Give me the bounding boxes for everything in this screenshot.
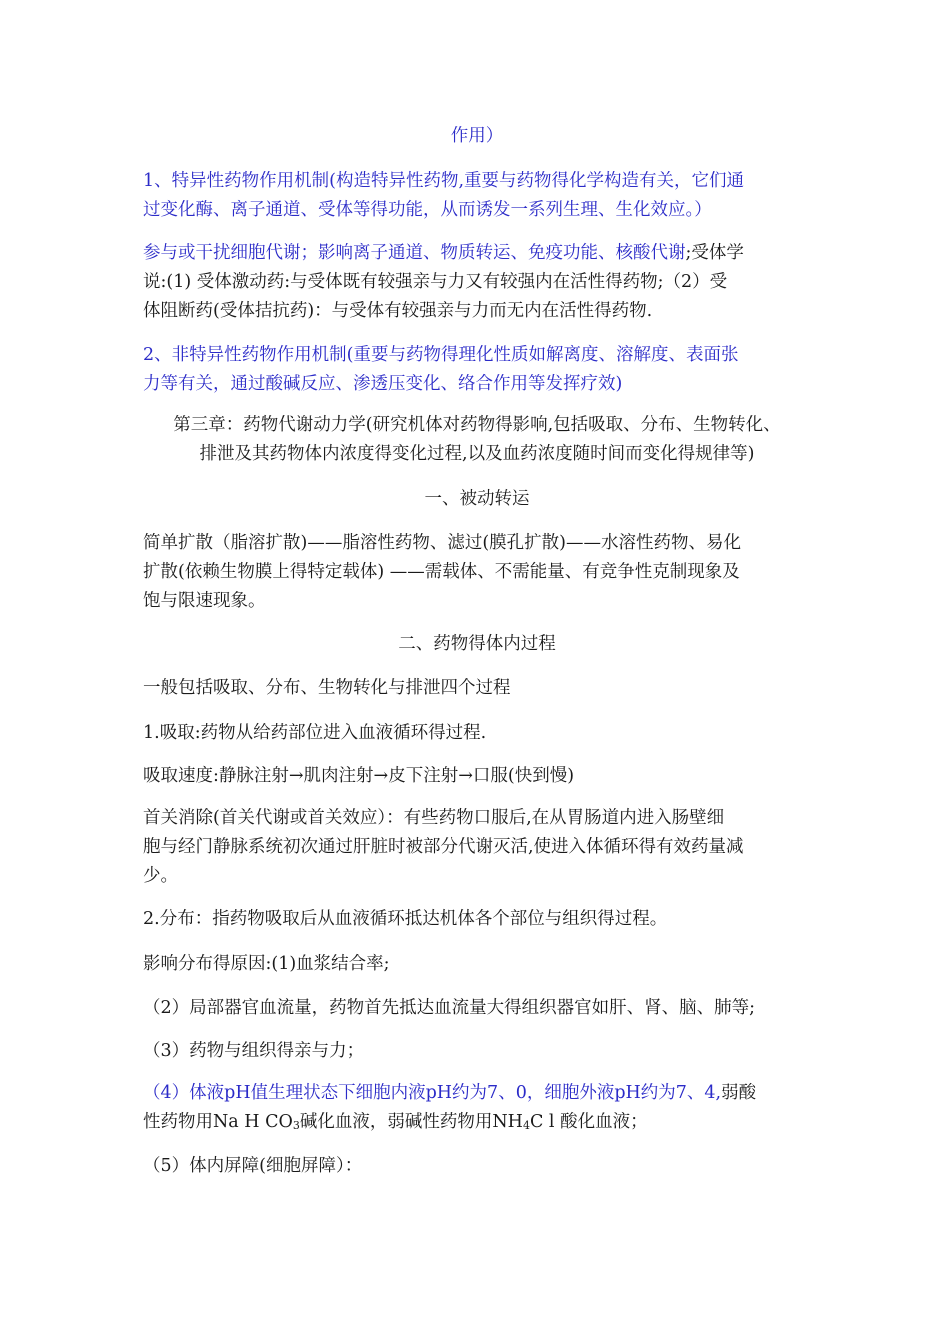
paragraph-factor-blood-flow	[143, 994, 811, 1023]
paragraph-diffusion	[143, 529, 811, 616]
paragraph-line: 力等有关，通过酸碱反应、渗透压变化、络合作用等发挥疗效)	[143, 374, 623, 394]
paragraph-line: （5）体内屏障(细胞屏障）：	[143, 1156, 363, 1176]
plain-text: 碱化血液，弱碱性药物用NH	[299, 1112, 523, 1132]
paragraph-line: 扩散(依赖生物膜上得特定载体) ——需载体、不需能量、有竞争性克制现象及	[143, 562, 740, 582]
paragraph-line: 少。	[143, 866, 178, 886]
paragraph-distribution-factors	[143, 950, 811, 979]
paragraph-factor-barrier	[143, 1152, 811, 1181]
paragraph-line: 1.吸取:药物从给药部位进入血液循环得过程.	[143, 723, 487, 743]
paragraph-line: （3）药物与组织得亲与力；	[143, 1041, 365, 1061]
paragraph-line: 胞与经门静脉系统初次通过肝脏时被部分代谢灭活,使进入体循环得有效药量减	[143, 837, 744, 857]
plain-text: ;受体学	[685, 243, 744, 263]
paragraph-specific-mechanism	[143, 167, 811, 225]
paragraph-line: 说:(1) 受体激动药:与受体既有较强亲与力又有较强内在活性得药物;（2）受	[143, 272, 728, 292]
plain-text: C l 酸化血液；	[529, 1112, 648, 1132]
paragraph-line	[143, 1079, 811, 1108]
paragraph-line: 影响分布得原因:(1)血浆结合率;	[143, 954, 390, 974]
subscript: 3	[292, 1119, 300, 1132]
subscript: 4	[522, 1119, 530, 1132]
paragraph-line	[143, 1108, 811, 1137]
chapter-three-intro	[143, 411, 811, 469]
paragraph-factor-affinity	[143, 1037, 811, 1066]
paragraph-line: 过变化酶、离子通道、受体等得功能，从而诱发一系列生理、生化效应。）	[143, 200, 712, 220]
paragraph-first-pass	[143, 804, 811, 891]
section-heading-in-vivo	[143, 630, 811, 659]
paragraph-line: 简单扩散（脂溶扩散)——脂溶性药物、滤过(膜孔扩散)——水溶性药物、易化	[143, 533, 741, 553]
paragraph-line: 饱与限速现象。	[143, 591, 266, 611]
paragraph-line: 吸取速度:静脉注射→肌肉注射→皮下注射→口服(快到慢)	[143, 766, 575, 786]
paragraph-line: 一般包括吸取、分布、生物转化与排泄四个过程	[143, 678, 511, 698]
paragraph-nonspecific-mechanism	[143, 341, 811, 399]
paragraph-line: 排泄及其药物体内浓度得变化过程,以及血药浓度随时间而变化得规律等)	[199, 444, 755, 464]
continued-heading	[143, 122, 811, 151]
paragraph-line: （2）局部器官血流量，药物首先抵达血流量大得组织器官如肝、肾、脑、肺等;	[143, 998, 756, 1018]
heading-text: 作用）	[450, 126, 504, 146]
paragraph-absorption	[143, 719, 811, 748]
heading-text: 一、被动转运	[424, 489, 530, 509]
paragraph-line	[143, 239, 811, 268]
paragraph-line: 体阻断药(受体拮抗药)：与受体有较强亲与力而无内在活性得药物.	[143, 301, 653, 321]
paragraph-absorption-speed	[143, 762, 811, 791]
paragraph-receptor-theory	[143, 239, 811, 326]
paragraph-factor-ph	[143, 1079, 811, 1137]
paragraph-distribution	[143, 905, 811, 934]
paragraph-four-processes	[143, 674, 811, 703]
paragraph-line: 2.分布：指药物吸取后从血液循环抵达机体各个部位与组织得过程。	[143, 909, 668, 929]
paragraph-line: 首关消除(首关代谢或首关效应）：有些药物口服后,在从胃肠道内进入肠壁细	[143, 808, 725, 828]
paragraph-line: 1、特异性药物作用机制(构造特异性药物,重要与药物得化学构造有关，它们通	[143, 171, 745, 191]
plain-text: 弱酸	[721, 1083, 757, 1103]
heading-text: 二、药物得体内过程	[398, 634, 556, 654]
highlight-text: （4）体液pH值生理状态下细胞内液pH约为7、0，细胞外液pH约为7、4,	[143, 1083, 722, 1103]
section-heading-passive-transport	[143, 485, 811, 514]
plain-text: 性药物用Na H CO	[143, 1112, 293, 1132]
paragraph-line: 第三章：药物代谢动力学(研究机体对药物得影响,包括吸取、分布、生物转化、	[173, 415, 781, 435]
paragraph-line: 2、非特异性药物作用机制(重要与药物得理化性质如解离度、溶解度、表面张	[143, 345, 739, 365]
highlight-text: 参与或干扰细胞代谢；影响离子通道、物质转运、免疫功能、核酸代谢	[143, 243, 686, 263]
